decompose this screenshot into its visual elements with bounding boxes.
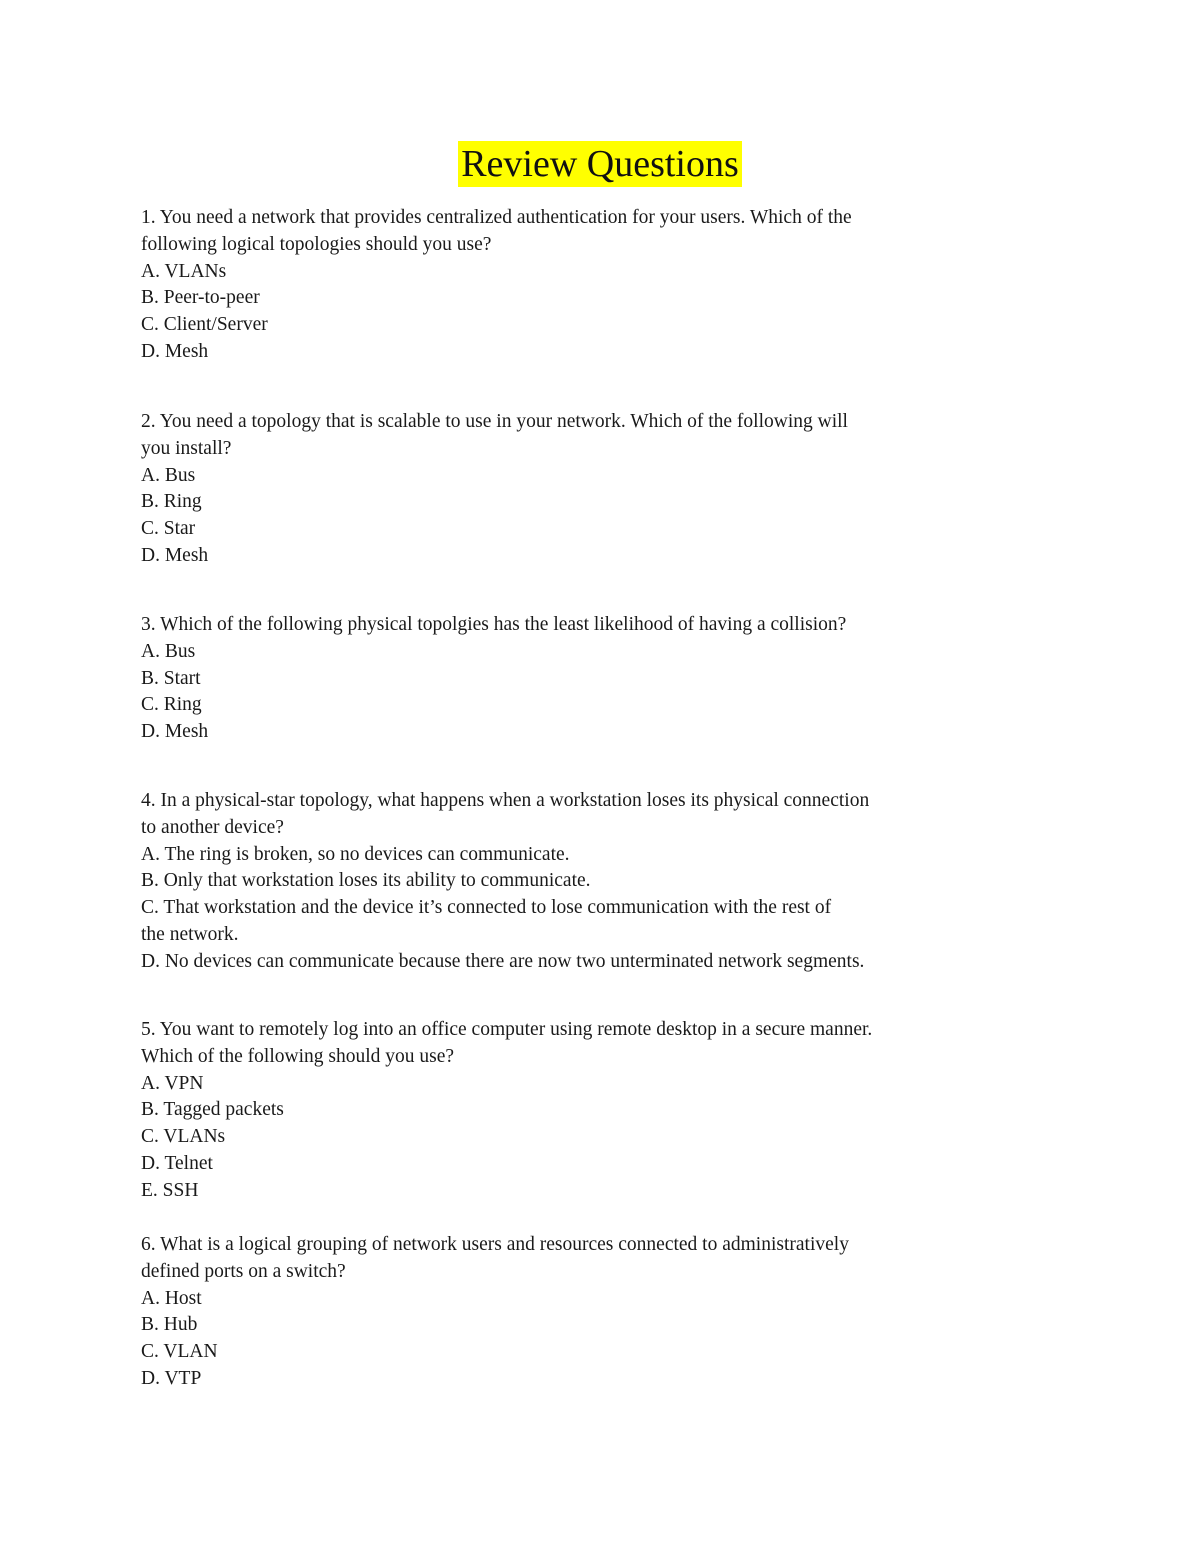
answer-option-b: B. Peer-to-peer	[141, 287, 260, 309]
answer-option-a: A. Host	[141, 1287, 202, 1309]
answer-option-a: A. Bus	[141, 640, 196, 662]
question-text-line: 6. What is a logical grouping of network users and resources connected to administratively	[141, 1234, 849, 1255]
question-text-line: Which of the following should you use?	[141, 1045, 455, 1067]
answer-option-a: A. VLANs	[141, 260, 227, 282]
answer-option-c: C. Ring	[141, 694, 202, 716]
question-3	[141, 612, 961, 746]
answer-option-e: E. SSH	[141, 1179, 199, 1201]
answer-option-c: C. VLANs	[141, 1126, 226, 1148]
answer-option-a: A. The ring is broken, so no devices can communicate.	[141, 843, 570, 865]
question-6	[141, 1232, 961, 1393]
answer-option-c: C. Star	[141, 518, 196, 540]
question-text-line: 4. In a physical-star topology, what happens when a workstation loses its physical connection	[141, 790, 870, 811]
question-4	[141, 788, 961, 976]
answer-option-b: B. Tagged packets	[141, 1099, 284, 1121]
question-5	[141, 1017, 961, 1205]
answer-option-c-continued: the network.	[141, 923, 239, 945]
question-text-line: 5. You want to remotely log into an office computer using remote desktop in a secure manner.	[141, 1019, 873, 1040]
answer-option-c: C. That workstation and the device it’s connected to lose communication with the rest of	[141, 897, 832, 919]
answer-option-b: B. Only that workstation loses its ability to communicate.	[141, 870, 591, 892]
answer-option-a: A. Bus	[141, 464, 196, 486]
answer-option-d: D. Mesh	[141, 340, 209, 362]
title-container	[0, 141, 1200, 187]
question-text-line: following logical topologies should you use?	[141, 233, 492, 255]
answer-option-a: A. VPN	[141, 1072, 204, 1094]
question-1	[141, 205, 961, 366]
answer-option-d: D. VTP	[141, 1367, 202, 1389]
page-title: Review Questions	[458, 141, 742, 187]
question-2	[141, 409, 961, 570]
question-text-line: 1. You need a network that provides centralized authentication for your users. Which of the	[141, 207, 852, 228]
answer-option-c: C. VLAN	[141, 1341, 218, 1363]
answer-option-b: B. Start	[141, 667, 201, 689]
answer-option-b: B. Ring	[141, 491, 202, 513]
answer-option-d: D. Mesh	[141, 544, 209, 566]
answer-option-d: D. No devices can communicate because there are now two unterminated network segments.	[141, 950, 865, 972]
question-text-line: defined ports on a switch?	[141, 1260, 346, 1282]
question-text-line: to another device?	[141, 816, 284, 838]
question-text-line: 3. Which of the following physical topolgies has the least likelihood of having a collision?	[141, 614, 847, 635]
question-text-line: you install?	[141, 437, 232, 459]
answer-option-d: D. Mesh	[141, 721, 209, 743]
answer-option-d: D. Telnet	[141, 1152, 213, 1174]
answer-option-c: C. Client/Server	[141, 314, 268, 336]
answer-option-b: B. Hub	[141, 1314, 198, 1336]
question-text-line: 2. You need a topology that is scalable to use in your network. Which of the following will	[141, 411, 848, 432]
